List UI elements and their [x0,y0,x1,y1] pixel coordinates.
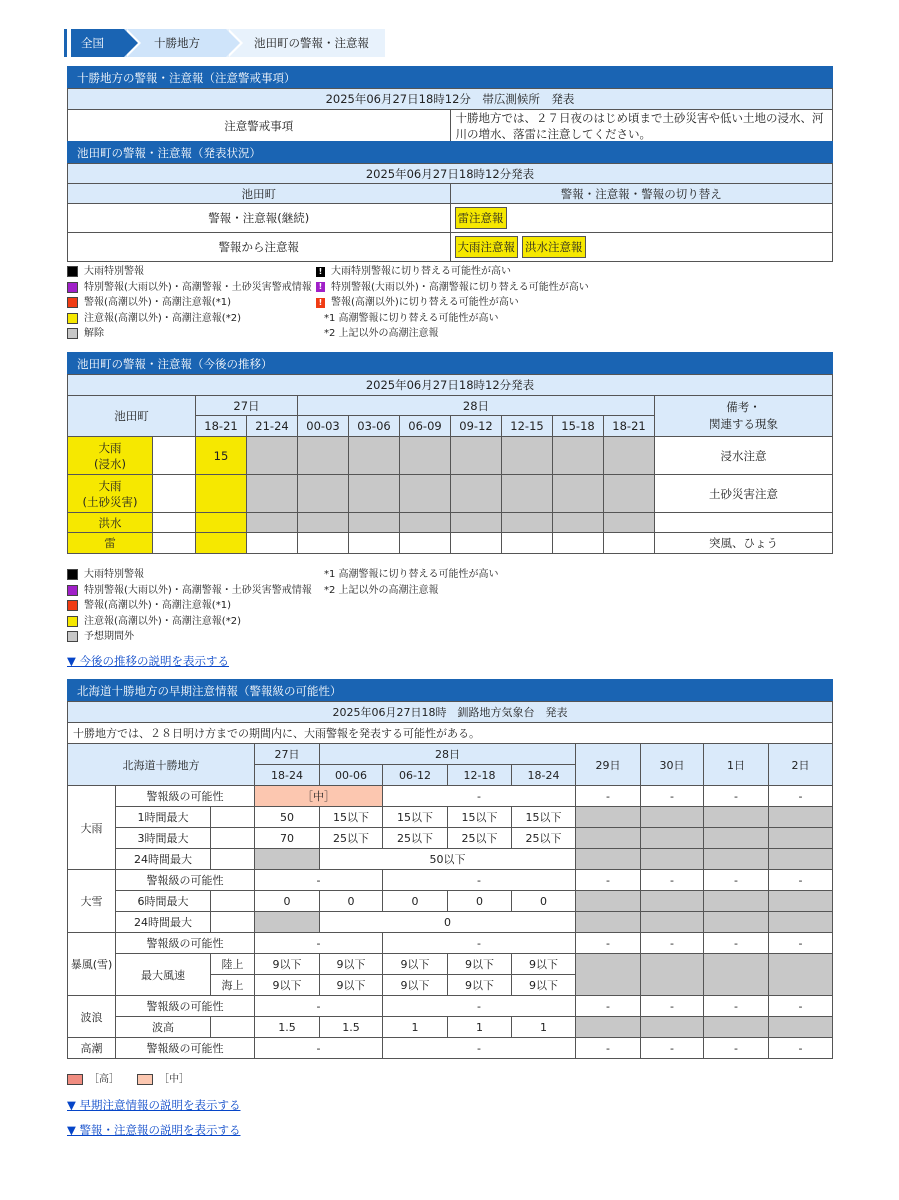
possibility-cell: - [641,996,704,1017]
town-header: 池田町 [68,184,451,204]
day-28-header: 28日 [298,396,655,416]
gray-swatch [67,328,78,339]
day-header: 30日 [641,744,704,786]
possibility-cell: - [704,996,769,1017]
possibility-cell: - [383,933,576,954]
possibility-cell: - [255,996,383,1017]
value-cell: 9以下 [448,975,512,996]
value-cell: 9以下 [255,975,320,996]
breadcrumb-national[interactable] [67,29,124,57]
legend-footnote: *2 上記以外の高潮注意報 [324,328,439,339]
value-cell: 25以下 [448,828,512,849]
legend-trend-notes [324,567,499,598]
value-cell: 9以下 [320,975,383,996]
legend-item: 注意報(高潮以外)・高潮注意報(*2) [84,615,241,627]
trend-cell: 15 [196,437,247,475]
row-label: 雷 [68,533,153,554]
possibility-cell: - [704,933,769,954]
legend-item: ［中］ [159,1074,189,1085]
value-cell: 50 [255,807,320,828]
possibility-cell: - [576,1038,641,1059]
section-header: 池田町の警報・注意報（発表状況） [67,141,833,163]
value-cell: 9以下 [383,975,448,996]
possibility-cell: - [383,996,576,1017]
purple-swatch [67,282,78,293]
forecast-trend-section [67,352,833,554]
red-swatch [67,600,78,611]
possibility-cell: - [383,1038,576,1059]
section-header: 北海道十勝地方の早期注意情報（警報級の可能性） [67,679,833,701]
row-label: 大雨 (土砂災害) [68,475,153,513]
metric-label: 3時間最大 [116,828,211,849]
possibility-cell: - [641,786,704,807]
purple-swatch [67,585,78,596]
rain-label: 大雨 [68,786,116,870]
legend-item: 警報(高潮以外)に切り替える可能性が高い [331,297,519,308]
possibility-label: 警報級の可能性 [116,786,255,807]
value-cell: 15以下 [448,807,512,828]
day-header: 2日 [769,744,833,786]
time-header: 18-24 [512,765,576,786]
legend-item: 注意報(高潮以外)・高潮注意報(*2) [84,312,241,324]
time-header: 18-21 [196,416,247,437]
upgrade-purple-icon: ! [316,282,325,292]
value-cell: 25以下 [320,828,383,849]
warning-summary-section [67,66,833,143]
breadcrumb [67,29,385,57]
legend-footnote: *1 高潮警報に切り替える可能性が高い [324,569,499,580]
trend-row-flood [68,513,833,533]
region-header: 北海道十勝地方 [68,744,255,786]
time-header: 09-12 [451,416,502,437]
value-cell: 9以下 [255,954,320,975]
value-cell: 0 [320,891,383,912]
gray-swatch [67,631,78,642]
possibility-cell: - [769,1038,833,1059]
remarks-header: 備考・ 関連する現象 [655,396,833,437]
red-swatch [67,297,78,308]
time-header: 15-18 [553,416,604,437]
thunder-advisory-badge: 雷注意報 [455,207,507,229]
remark-cell [655,513,833,533]
day-header: 1日 [704,744,769,786]
time-header: 21-24 [247,416,298,437]
breadcrumb-label: 全国 [81,36,104,50]
breadcrumb-current: 池田町の警報・注意報 [226,29,385,57]
possibility-cell: - [641,870,704,891]
day-header: 28日 [320,744,576,765]
value-cell: 0 [255,891,320,912]
day-header: 27日 [255,744,320,765]
warning-explanation-link[interactable]: ▼ 警報・注意報の説明を表示する [67,1123,241,1137]
yellow-swatch [67,616,78,627]
legend-possibility [67,1072,189,1088]
breadcrumb-label: 十勝地方 [154,36,200,50]
legend-item: 大雨特別警報に切り替える可能性が高い [331,266,511,277]
value-cell: 9以下 [512,975,576,996]
day-27-header: 27日 [196,396,298,416]
value-cell: 0 [320,912,576,933]
value-cell: 9以下 [320,954,383,975]
legend-trend [67,567,312,645]
issued-line: 2025年06月27日18時 釧路地方気象台 発表 [68,702,833,723]
time-header: 06-12 [383,765,448,786]
time-header: 12-15 [502,416,553,437]
metric-label: 24時間最大 [116,912,211,933]
possibility-label: 警報級の可能性 [116,1038,255,1059]
issued-line: 2025年06月27日18時12分 帯広測候所 発表 [68,89,833,110]
possibility-cell: - [576,786,641,807]
metric-label: 24時間最大 [116,849,211,870]
time-header: 00-03 [298,416,349,437]
trend-row-thunder [68,533,833,554]
value-cell: 25以下 [383,828,448,849]
possibility-cell: - [769,933,833,954]
sub-label: 海上 [211,975,255,996]
possibility-cell: - [255,1038,383,1059]
possibility-cell: - [641,933,704,954]
row-label: 洪水 [68,513,153,533]
warning-status-section [67,141,833,262]
row-label: 大雨 (浸水) [68,437,153,475]
legend-footnote: *2 上記以外の高潮注意報 [324,584,439,596]
possibility-cell: - [383,870,576,891]
black-swatch [67,569,78,580]
legend-item: 警報(高潮以外)・高潮注意報(*1) [84,297,231,308]
value-cell: 15以下 [512,807,576,828]
tide-label: 高潮 [68,1038,116,1059]
sub-label: 陸上 [211,954,255,975]
caution-label: 注意警戒事項 [68,110,451,143]
value-cell: 9以下 [512,954,576,975]
possibility-mid-cell: ［中］ [255,786,383,807]
value-cell: 1.5 [320,1017,383,1038]
value-cell: 0 [383,891,448,912]
issued-line: 2025年06月27日18時12分発表 [68,164,833,184]
possibility-cell: - [255,870,383,891]
possibility-cell: - [641,1038,704,1059]
upgrade-black-icon: ! [316,267,325,277]
remark-cell: 浸水注意 [655,437,833,475]
metric-label: 波高 [116,1017,211,1038]
trend-row-rain-landslide [68,475,833,513]
remark-cell: 突風、ひょう [655,533,833,554]
legend-item: 大雨特別警報 [84,266,144,277]
metric-label: 1時間最大 [116,807,211,828]
early-warning-explanation-link[interactable]: ▼ 早期注意情報の説明を表示する [67,1098,241,1112]
value-cell: 15以下 [320,807,383,828]
snow-label: 大雪 [68,870,116,933]
trend-explanation-link[interactable]: ▼ 今後の推移の説明を表示する [67,654,229,668]
possibility-label: 警報級の可能性 [116,870,255,891]
value-cell: 1 [383,1017,448,1038]
time-header: 03-06 [349,416,400,437]
value-cell: 9以下 [448,954,512,975]
possibility-cell: - [576,870,641,891]
value-cell: 50以下 [320,849,576,870]
issued-line: 2025年06月27日18時12分発表 [68,375,833,396]
possibility-cell: - [576,933,641,954]
town-header: 池田町 [68,396,196,437]
possibility-cell: - [576,996,641,1017]
value-cell: 25以下 [512,828,576,849]
possibility-cell: - [769,786,833,807]
legend-item: 特別警報(大雨以外)・高潮警報・土砂災害警戒情報 [84,584,312,596]
continued-label: 警報・注意報(継続) [68,204,451,233]
early-note: 十勝地方では、２８日明け方までの期間内に、大雨警報を発表する可能性がある。 [68,723,833,744]
downgrade-label: 警報から注意報 [68,233,451,262]
caution-text: 十勝地方では、２７日夜のはじめ頃まで土砂災害や低い土地の浸水、河川の増水、落雷に注意してください。 [450,110,833,143]
value-cell: 0 [448,891,512,912]
flood-advisory-badge: 洪水注意報 [522,236,586,258]
legend-item: 特別警報(大雨以外)・高潮警報に切り替える可能性が高い [331,281,589,293]
value-cell: 70 [255,828,320,849]
time-header: 06-09 [400,416,451,437]
legend-item: 警報(高潮以外)・高潮注意報(*1) [84,600,231,611]
storm-label: 暴風(雪) [68,933,116,996]
heavy-rain-advisory-badge: 大雨注意報 [455,236,519,258]
high-swatch [67,1074,83,1085]
value-cell: 15以下 [383,807,448,828]
value-cell: 1.5 [255,1017,320,1038]
legend-status [67,264,312,342]
legend-footnote: *1 高潮警報に切り替える可能性が高い [324,312,499,324]
value-cell: 1 [448,1017,512,1038]
metric-label: 最大風速 [116,954,211,996]
time-header: 12-18 [448,765,512,786]
legend-item: 解除 [84,328,104,339]
wave-label: 波浪 [68,996,116,1038]
mid-swatch [137,1074,153,1085]
time-header: 18-24 [255,765,320,786]
legend-item: 大雨特別警報 [84,569,144,580]
remark-cell: 土砂災害注意 [655,475,833,513]
time-header: 00-06 [320,765,383,786]
possibility-cell: - [255,933,383,954]
day-header: 29日 [576,744,641,786]
legend-item: 予想期間外 [84,631,134,642]
trend-row-rain-flood [68,437,833,475]
yellow-swatch [67,313,78,324]
time-header: 18-21 [604,416,655,437]
metric-label: 6時間最大 [116,891,211,912]
possibility-cell: - [704,786,769,807]
possibility-cell: - [704,870,769,891]
possibility-cell: - [383,786,576,807]
value-cell: 9以下 [383,954,448,975]
value-cell: 1 [512,1017,576,1038]
status-header: 警報・注意報・警報の切り替え [450,184,833,204]
section-header: 十勝地方の警報・注意報（注意警戒事項） [67,66,833,88]
legend-item: ［高］ [89,1074,119,1085]
possibility-cell: - [769,870,833,891]
black-swatch [67,266,78,277]
possibility-cell: - [769,996,833,1017]
early-warning-section [67,679,833,1059]
possibility-label: 警報級の可能性 [116,933,255,954]
section-header: 池田町の警報・注意報（今後の推移） [67,352,833,374]
legend-item: 特別警報(大雨以外)・高潮警報・土砂災害警戒情報 [84,281,312,293]
possibility-label: 警報級の可能性 [116,996,255,1017]
legend-upgrade [316,264,589,342]
possibility-cell: - [704,1038,769,1059]
upgrade-red-icon: ! [316,298,325,308]
value-cell: 0 [512,891,576,912]
